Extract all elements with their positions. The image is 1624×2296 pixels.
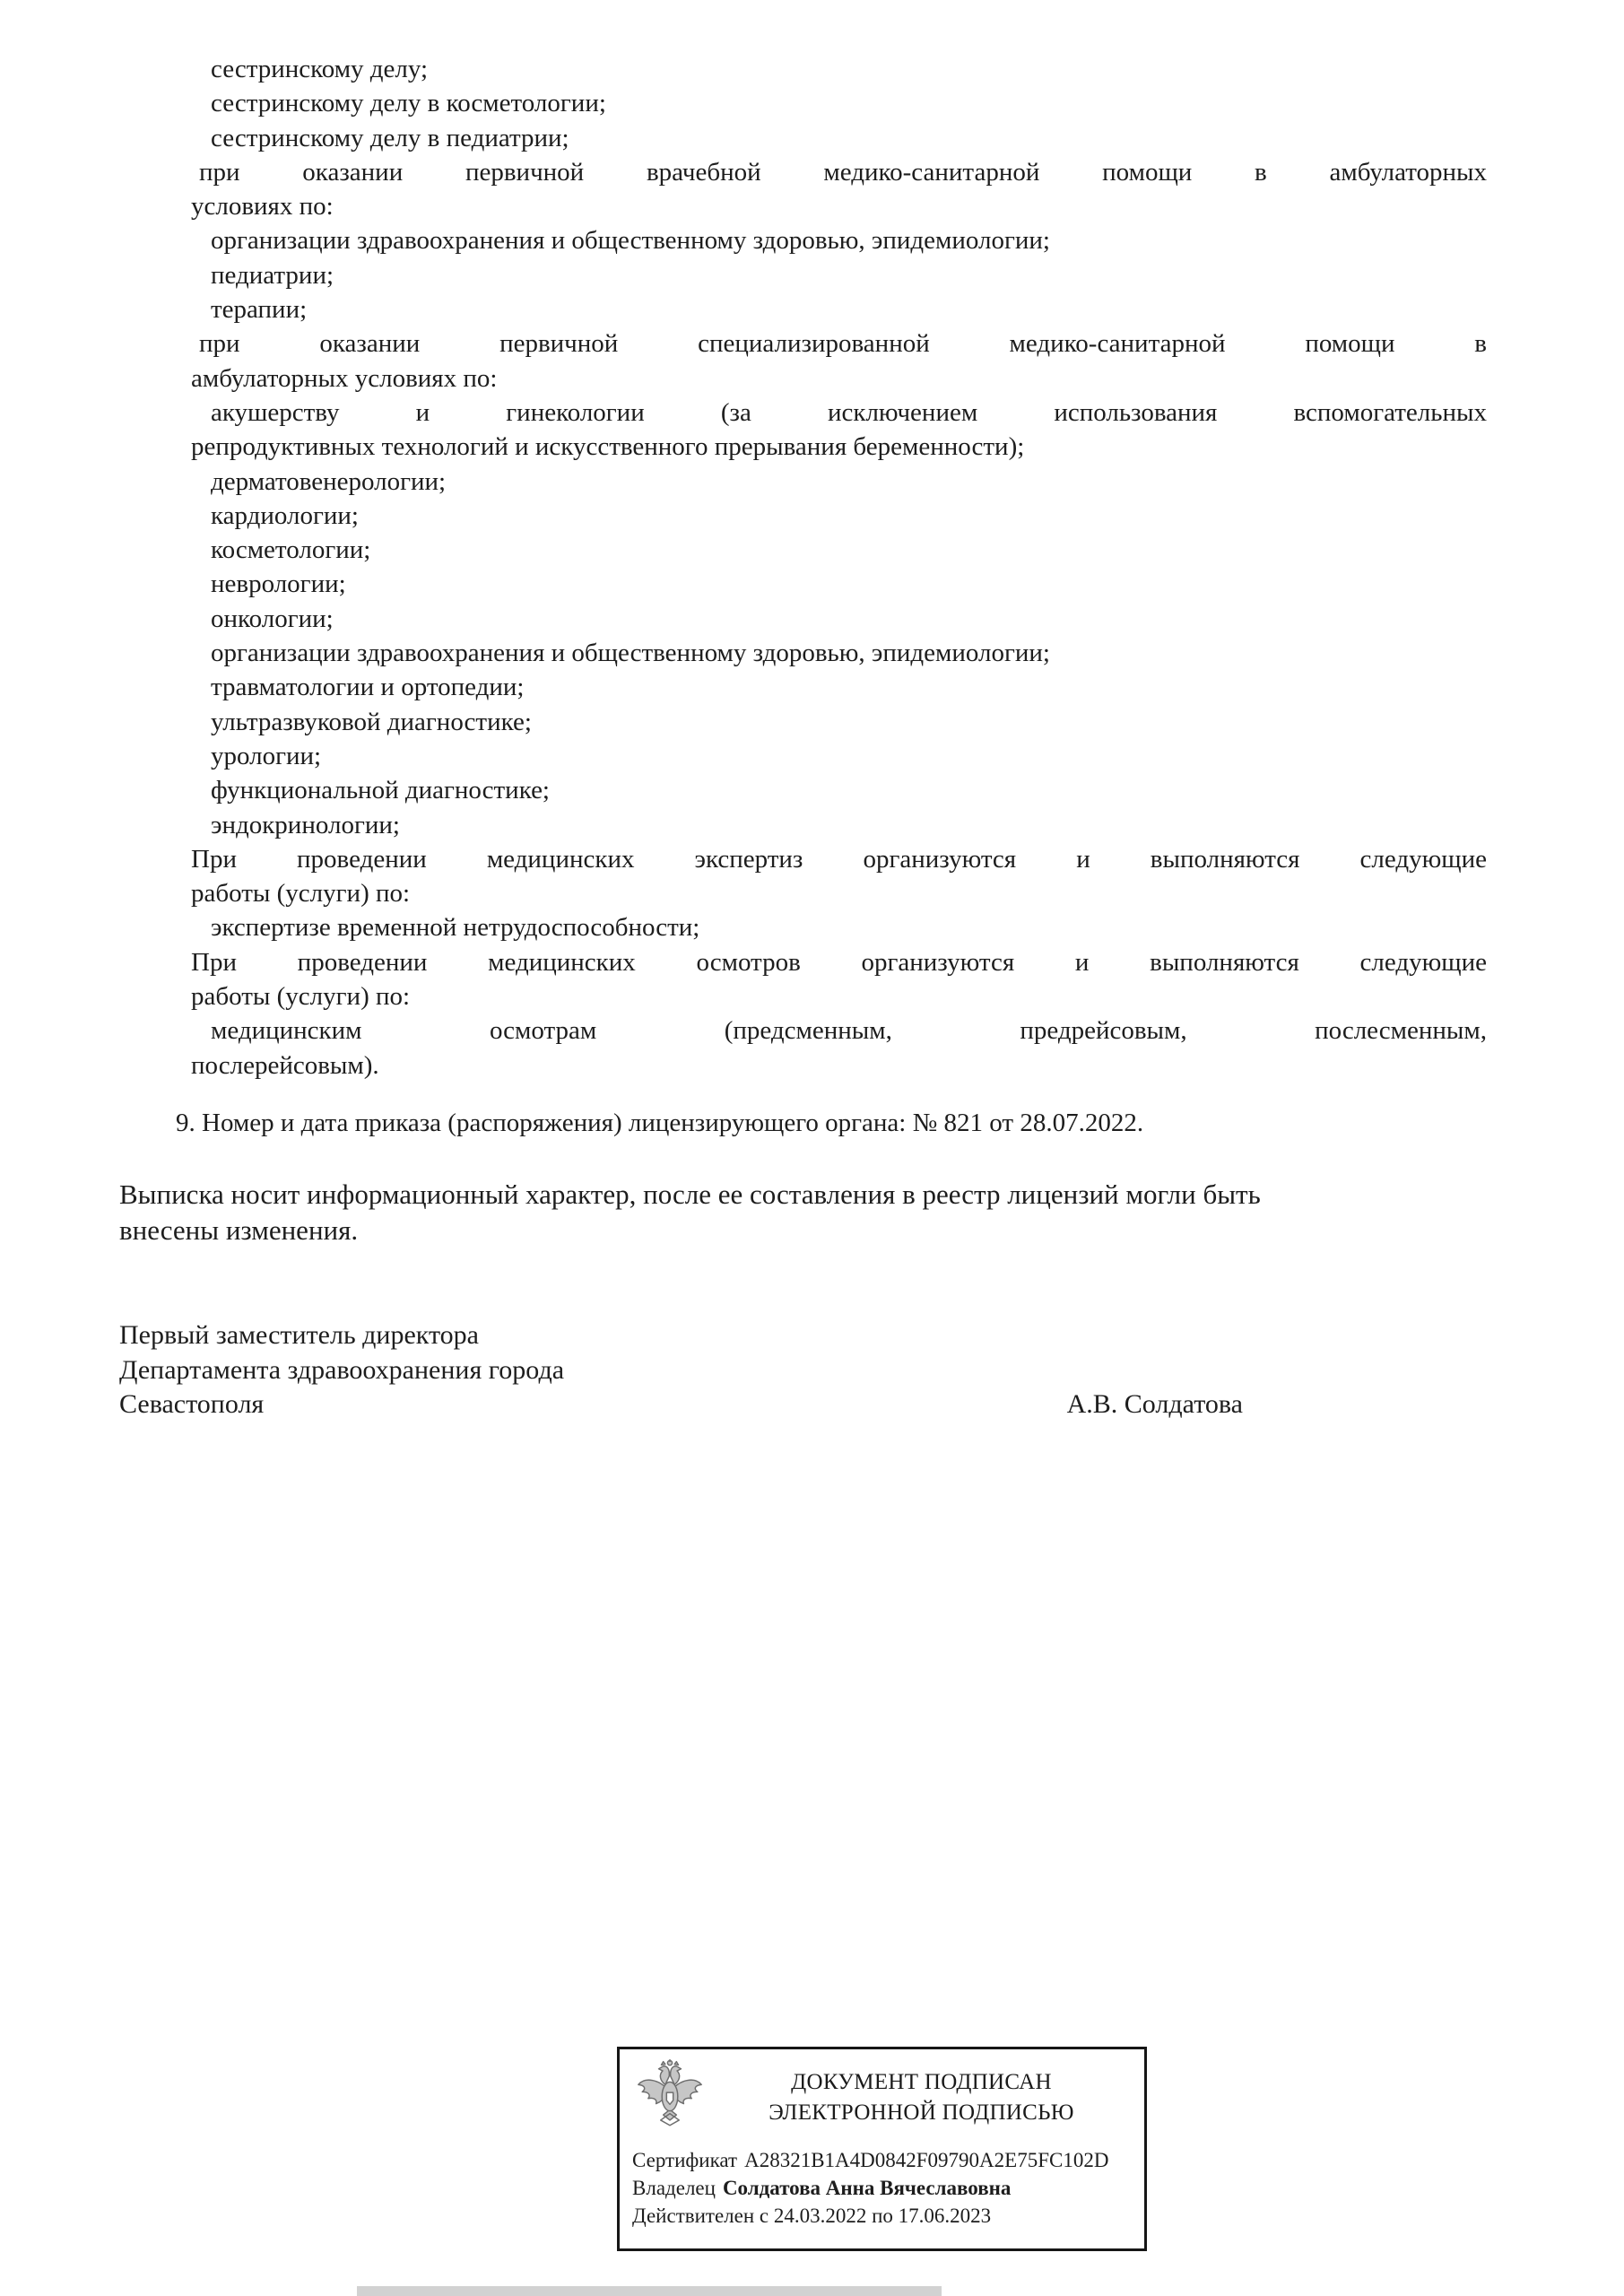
stamp-title-line: ЭЛЕКТРОННОЙ ПОДПИСЬЮ [769,2100,1074,2125]
signature-role-line: Департамента здравоохранения города [119,1354,565,1385]
stamp-validity-line: Действителен с 24.03.2022 по 17.06.2023 [632,2205,992,2227]
body-line: онкологии; [211,604,334,633]
stamp-certificate-value: A28321B1A4D0842F09790A2E75FC102D [744,2149,1109,2171]
stamp-owner-value: Солдатова Анна Вячеславовна [722,2177,1012,2199]
body-line: послерейсовым). [191,1050,379,1080]
body-line: кардиологии; [211,500,359,530]
body-line: функциональной диагностике; [211,776,550,805]
stamp-title-line: ДОКУМЕНТ ПОДПИСАН [791,2070,1052,2094]
informational-note [119,1177,1523,1248]
body-line: травматологии и ортопедии; [211,673,525,702]
body-line: терапии; [211,295,308,325]
signature-name: А.В. Солдатова [1066,1389,1243,1420]
body-line: косметологии; [211,535,371,565]
stamp-owner-label: Владелец [632,2177,716,2199]
russian-coat-of-arms-icon [630,2058,709,2137]
signature-role-line: Первый заместитель директора [119,1320,479,1350]
body-line: при оказании первичной врачебной медико-санитарной помощи в амбулаторных [199,157,1487,187]
body-line: эндокринологии; [211,810,400,839]
body-line: медицинским осмотрам (предсменным, предрейсовым, послесменным, [211,1016,1487,1046]
body-line: сестринскому делу в педиатрии; [211,123,569,152]
body-line: экспертизе временной нетрудоспособности; [211,913,700,943]
note-line: Выписка носит информационный характер, после ее составления в реестр лицензий могли быть [119,1178,1261,1210]
body-line: организации здравоохранения и общественному здоровью, эпидемиологии; [211,639,1050,668]
digital-signature-stamp [617,2047,1147,2251]
body-line: организации здравоохранения и общественному здоровью, эпидемиологии; [211,226,1050,256]
body-line: репродуктивных технологий и искусственного прерывания беременности); [191,432,1025,462]
body-line: сестринскому делу; [211,55,429,83]
body-line: условиях по: [191,192,334,222]
stamp-title [709,2067,1133,2128]
body-line: дерматовенерологии; [211,466,447,496]
body-line: неврологии; [211,570,346,599]
body-line: акушерству и гинекологии (за исключением использования вспомогательных [211,397,1487,427]
body-line: ультразвуковой диагностике; [211,707,532,736]
body-line: При проведении медицинских осмотров организуются и выполняются следующие [191,947,1487,977]
body-line: работы (услуги) по: [191,982,411,1012]
stamp-certificate-line [632,2146,1133,2174]
signature-role-line: Севастополя [119,1389,265,1420]
body-line: амбулаторных условиях по: [191,363,498,393]
signature-block [119,1318,1243,1422]
note-line: внесены изменения. [119,1213,359,1246]
scan-artifact [357,2286,942,2296]
order-number-line: 9. Номер и дата приказа (распоряжения) лицензирующего органа: № 821 от 28.07.2022. [176,1109,1144,1137]
license-works-list [191,52,1487,1083]
body-line: сестринскому делу в косметологии; [211,89,606,118]
stamp-certificate-label: Сертификат [632,2149,738,2171]
body-line: при оказании первичной специализированной медико-санитарной помощи в [199,329,1487,359]
stamp-owner-line [632,2174,1133,2202]
body-line: При проведении медицинских экспертиз организуются и выполняются следующие [191,844,1487,874]
body-line: педиатрии; [211,260,334,290]
body-line: урологии; [211,741,322,770]
body-line: работы (услуги) по: [191,879,411,909]
